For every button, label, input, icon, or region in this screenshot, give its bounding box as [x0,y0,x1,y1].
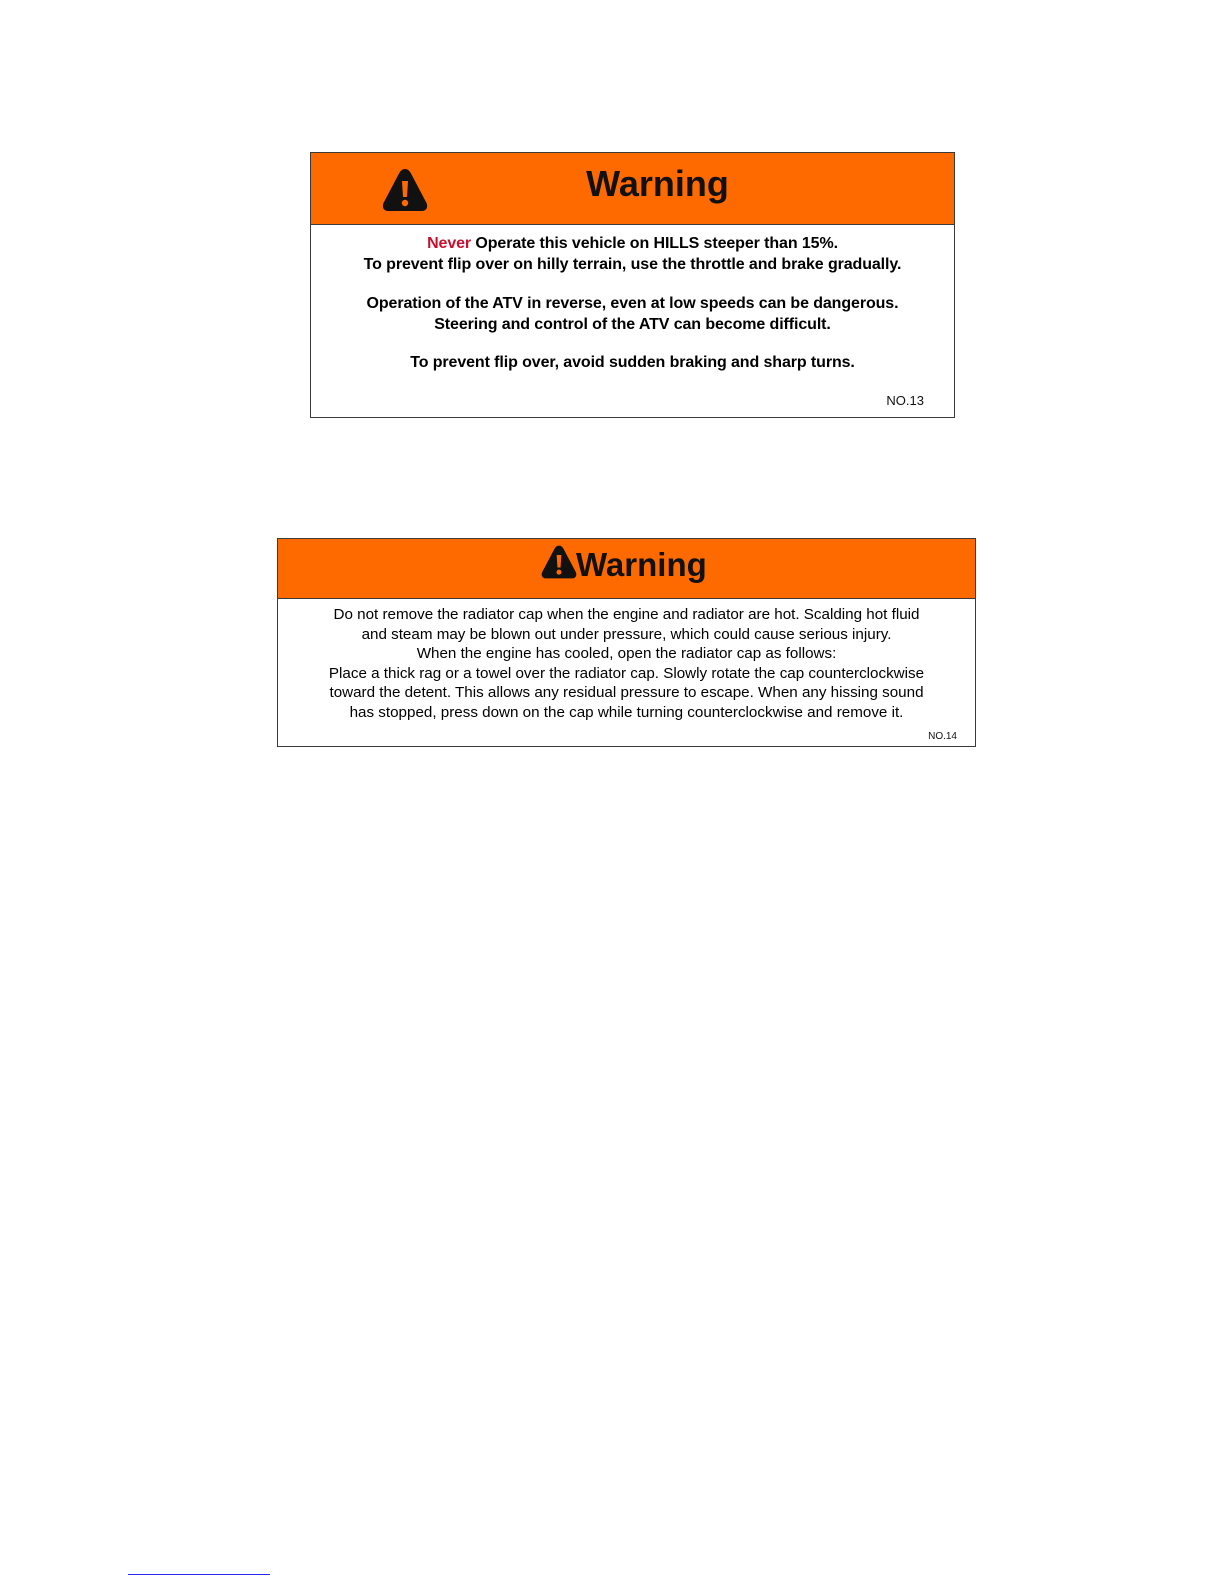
warning-line-3: Operation of the ATV in reverse, even at low speeds can be dangerous. [366,295,899,312]
warning-header [278,539,975,599]
label-code: NO.13 [886,393,924,408]
warning-line-2: To prevent flip over on hilly terrain, use the throttle and brake gradually. [363,256,902,273]
warning-line: Place a thick rag or a towel over the radiator cap. Slowly rotate the cap counterclockwise [328,664,925,682]
warning-line-1 [311,233,954,254]
warning-title: Warning [576,546,707,583]
footer-link-underline [128,1574,270,1575]
warning-line: toward the detent. This allows any residual pressure to escape. When any hissing sound [329,684,924,702]
warning-line: and steam may be blown out under pressure, which could cause serious injury. [361,625,892,643]
warning-title: Warning [586,163,729,204]
label-code: NO.14 [928,731,957,742]
warning-triangle-icon [540,544,578,580]
warning-paragraph-2 [311,293,954,335]
warning-line: Do not remove the radiator cap when the engine and radiator are hot. Scalding hot fluid [333,606,920,623]
warning-line-4: Steering and control of the ATV can become difficult. [434,316,831,333]
warning-paragraph-1 [311,233,954,275]
warning-paragraph-3 [311,352,954,373]
warning-label-no14 [277,538,976,747]
warning-label-no13 [310,152,955,418]
warning-line-5: To prevent flip over, avoid sudden braking and sharp turns. [410,354,855,371]
warning-line: has stopped, press down on the cap while turning counterclockwise and remove it. [349,703,904,721]
warning-line: When the engine has cooled, open the radiator cap as follows: [416,645,837,663]
warning-body [278,605,975,723]
warning-line-1-rest: Operate this vehicle on HILLS steeper than 15%. [471,235,838,252]
never-emphasis: Never [427,235,472,252]
warning-header [311,153,954,225]
